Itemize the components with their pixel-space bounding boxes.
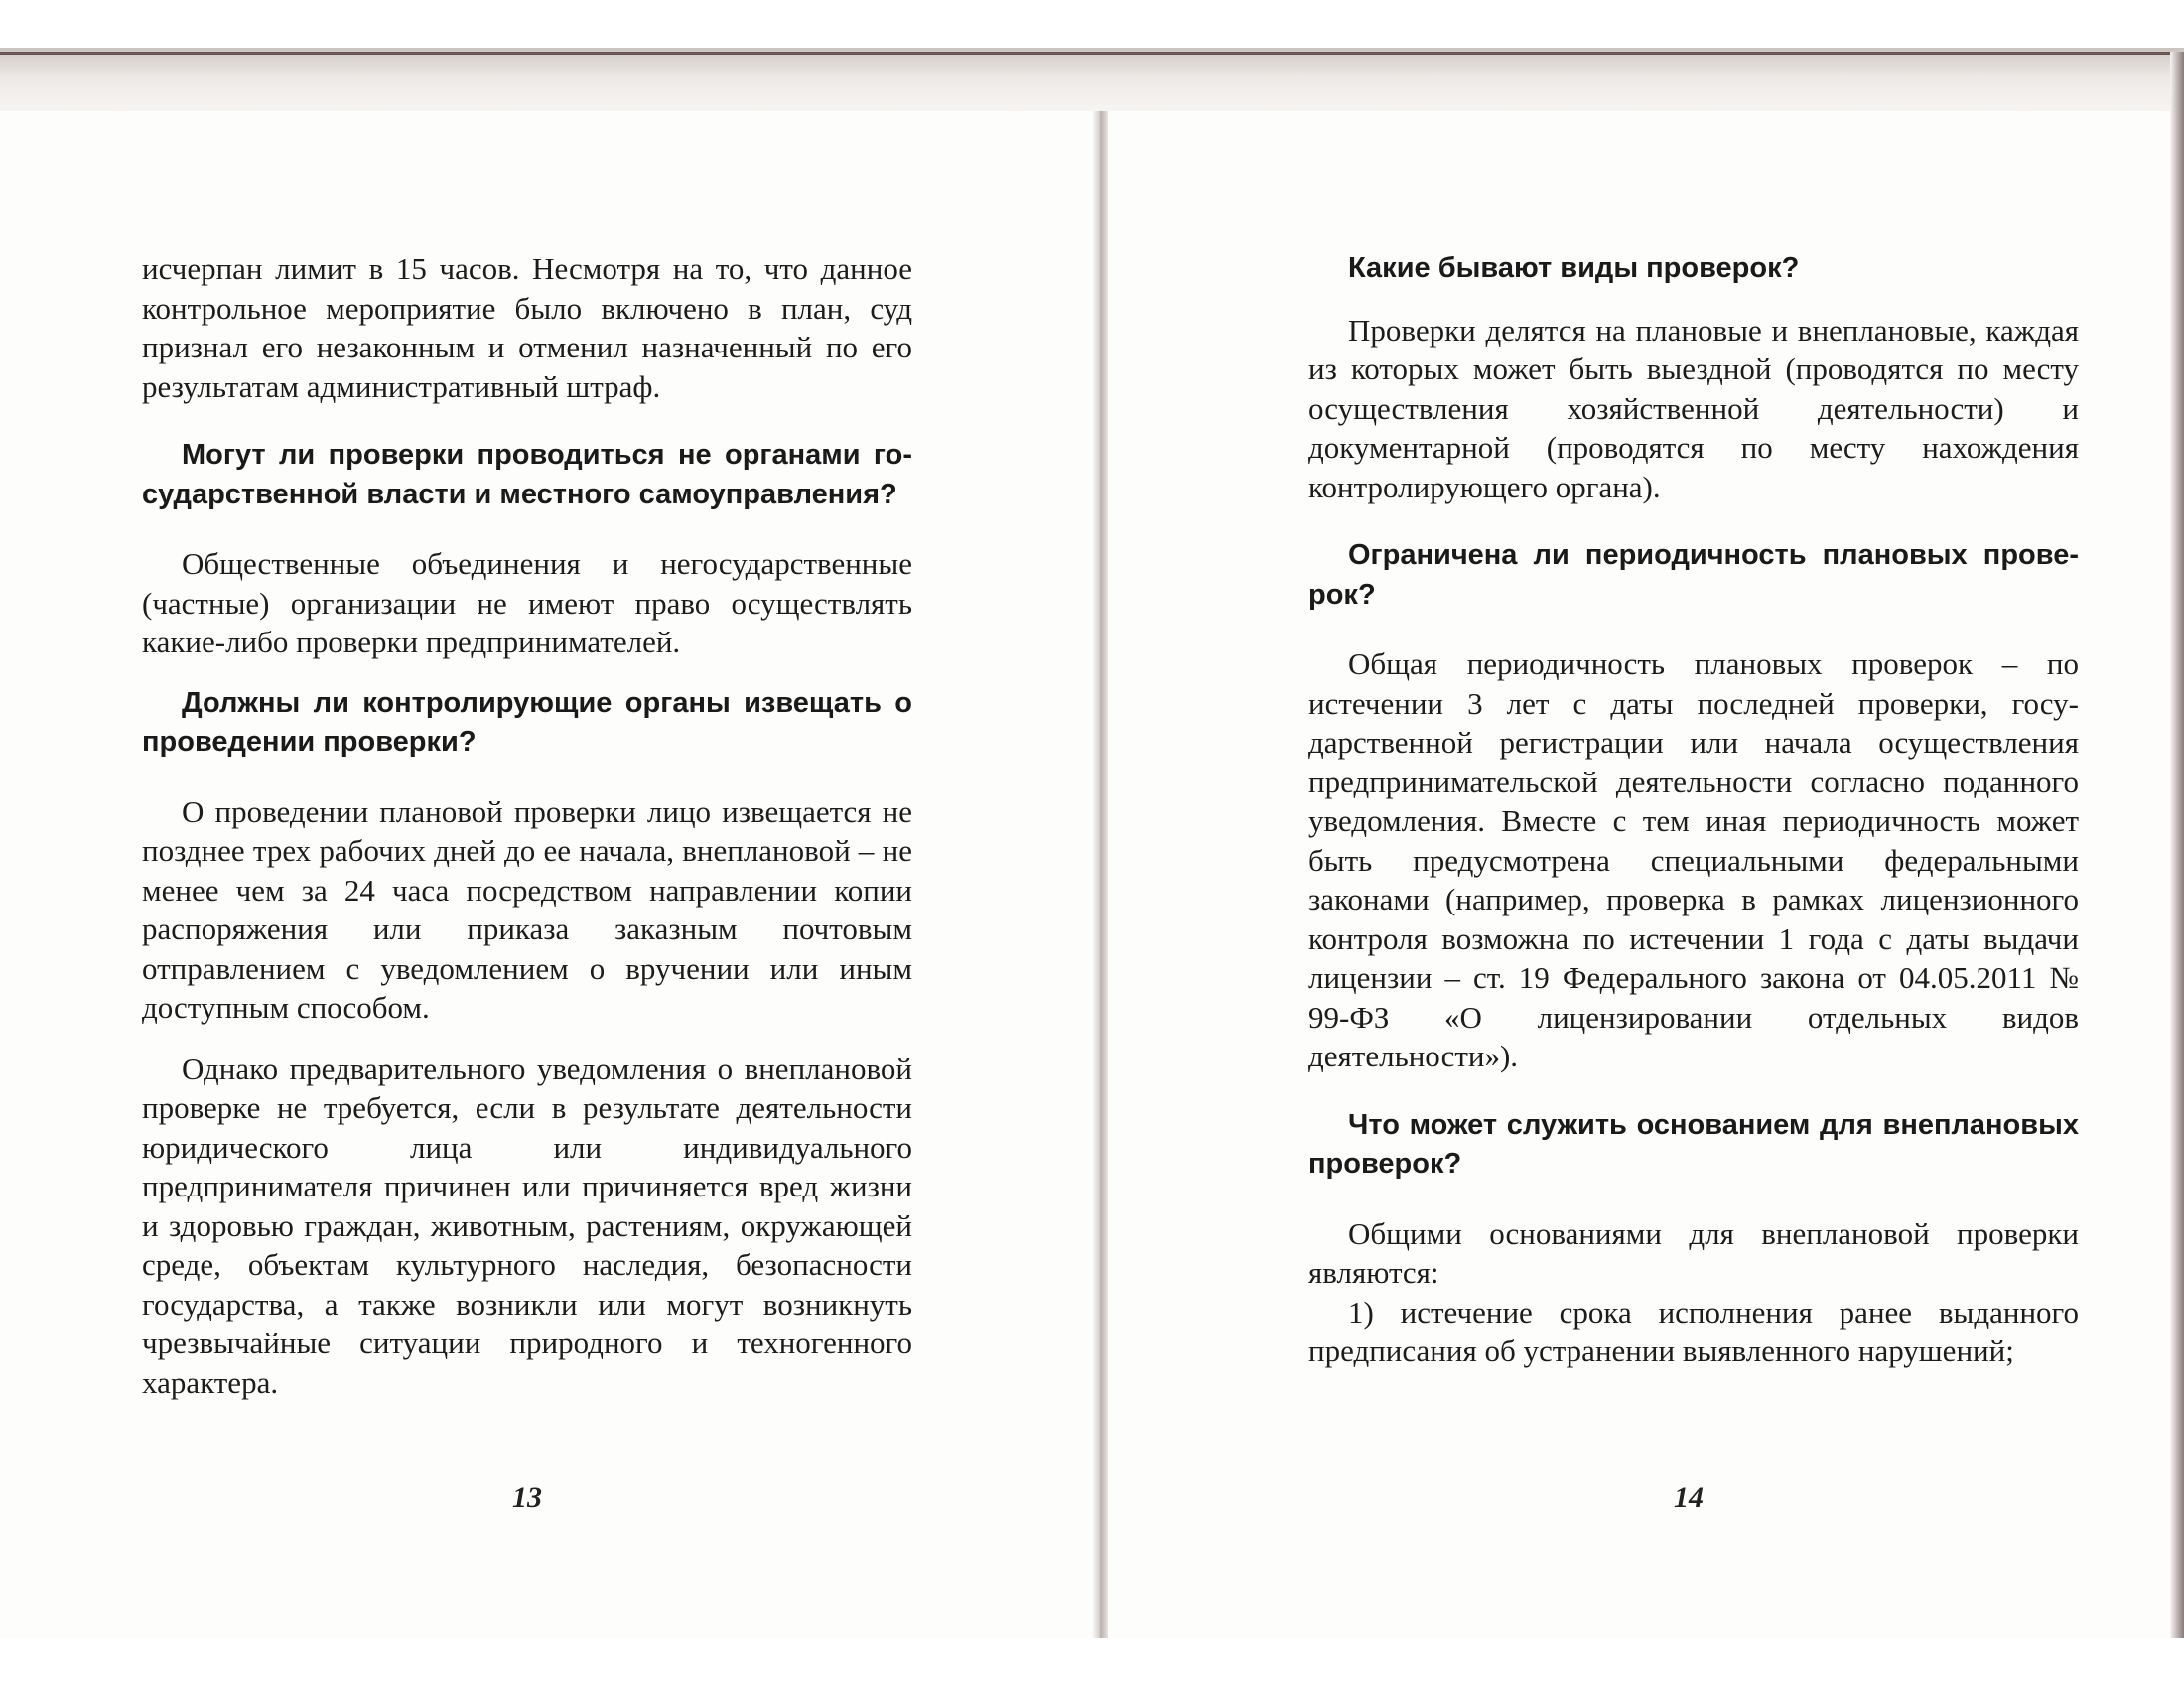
- answer-inspection-types: Проверки делятся на плановые и внеплановые, каждая из которых может быть выездной (проводятся по месту осуществления хозяйственной деятельности) и документарной (проводятся по месту нахождения контролирующего органа).: [1308, 312, 2079, 504]
- book-spine: [1092, 111, 1108, 1640]
- right-page-text: [1308, 249, 2079, 1371]
- page-number-left: 13: [512, 1481, 542, 1514]
- scan-bottom-margin: [0, 1638, 2184, 1688]
- page-number-right: 14: [1674, 1481, 1704, 1514]
- grounds-list-item-1: 1) истечение срока исполнения ранее выданного предписания об устранении выявленного нарушений;: [1308, 1294, 2079, 1368]
- left-page-text: [142, 249, 912, 1402]
- answer-periodicity: Общая периодичность плановых проверок – по истечении 3 лет с даты последней проверки, государственной регистрации или начала осуществления предпринимательской деятельности согласно поданного уведомления. Вместе с тем иная периодичность может быть предусмотрена специальными федеральными законами (например, проверка в рамках лицензионного контроля возможна по истечении 1 года с даты выдачи лицензии – ст. 19 Федерального закона от 04.05.2011 № 99-ФЗ «О лицензировании отдельных видов деятельности»).: [1308, 646, 2079, 1073]
- scan-right-edge: [2170, 52, 2184, 1640]
- answer-unscheduled-grounds-intro: Общими основаниями для внеплановой проверки являются:: [1308, 1215, 2079, 1290]
- answer-notification-part-1: О проведении плановой проверки лицо извещается не позднее трех рабочих дней до ее начала, внеплановой – не менее чем за 24 часа посредством направлении копии распоряжения или приказа заказным почтовым отправлением с уведомлением о вручении или иным доступным способом.: [142, 793, 912, 1025]
- answer-notification-part-2: Однако предварительного уведомления о внеплановой проверке не требуется, если в результате деятельности юридического лица или индивидуального предпринимателя причинен или причиняется вред жизни и здоровью граждан, животным, растениям, окружающей среде, объектам культурного наследия, безопасности государства, а также возникли или могут возникнуть чрезвычайные ситуации природного и техногенного характера.: [142, 1051, 912, 1400]
- question-heading-unscheduled-grounds: Что может служить основанием для внеплановых проверок?: [1308, 1108, 2079, 1180]
- scan-top-edge: [0, 48, 2184, 111]
- scan-top-border: [0, 52, 2184, 55]
- question-heading-periodicity: Ограничена ли периодичность плановых проверок?: [1308, 539, 2079, 611]
- question-heading-inspection-types: Какие бывают виды проверок?: [1348, 252, 1800, 284]
- question-heading-notification: Должны ли контролирующие органы извещать о проведении проверки?: [142, 686, 912, 758]
- answer-non-state-inspections: Общественные объединения и негосударственные (частные) организации не имеют право осуществлять какие-либо проверки предпринимателей.: [142, 546, 912, 659]
- opening-paragraph: исчерпан лимит в 15 часов. Несмотря на то, что данное контрольное мероприятие было включено в план, суд признал его незаконным и отменил назначенный по его результатам административный штраф.: [142, 251, 912, 404]
- question-heading-non-state-inspections: Могут ли проверки проводиться не органами государственной власти и местного самоуправления?: [142, 439, 912, 510]
